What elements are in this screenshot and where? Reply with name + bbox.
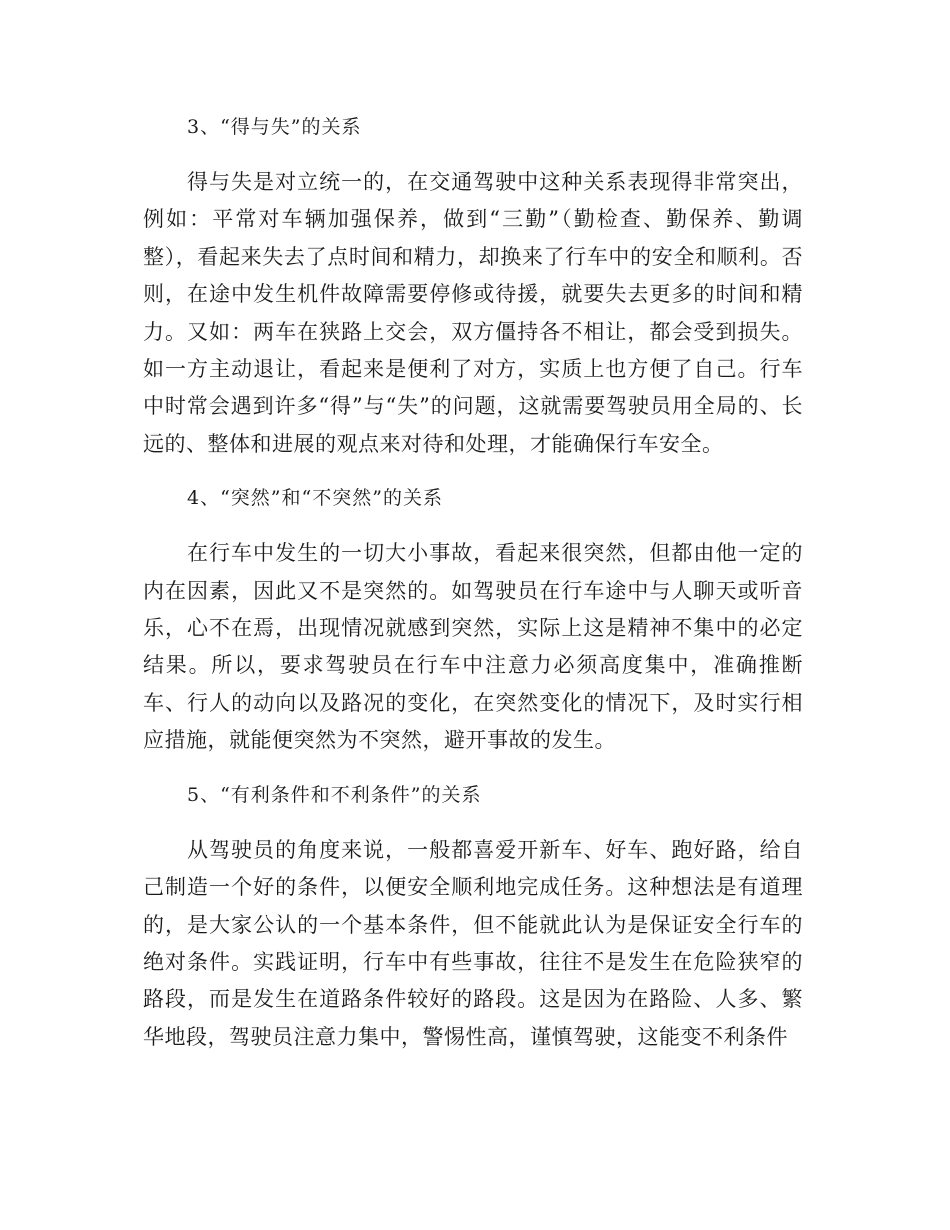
section-paragraph-5: 从驾驶员的角度来说，一般都喜爱开新车、好车、跑好路，给自己制造一个好的条件，以便安全顺利地完成任务。这种想法是有道理的，是大家公认的一个基本条件，但不能就此认为是保证安全行车的绝对条件。实践证明，行车中有些事故，往往不是发生在危险狭窄的路段，而是发生在道路条件较好的路段。这是因为在路险、人多、繁华地段，驾驶员注意力集中，警惕性高，谨慎驾驶，这能变不利条件 (143, 837, 803, 1049)
section-paragraph-4: 在行车中发生的一切大小事故，看起来很突然，但都由他一定的内在因素，因此又不是突然的。如驾驶员在行车途中与人聊天或听音乐，心不在焉，出现情况就感到突然，实际上这是精神不集中的必定结果。所以，要求驾驶员在行车中注意力必须高度集中，准确推断车、行人的动向以及路况的变化，在突然变化的情况下，及时实行相应措施，就能便突然为不突然，避开事故的发生。 (143, 541, 803, 753)
document-page (143, 100, 803, 1056)
section-heading-4: 4、“突然”和“不突然”的关系 (187, 487, 443, 510)
section-heading-5: 5、“有利条件和不利条件”的关系 (187, 783, 482, 806)
section-heading-3: 3、“得与失”的关系 (187, 116, 362, 138)
section-paragraph-3: 得与失是对立统一的，在交通驾驶中这种关系表现得非常突出，例如：平常对车辆加强保养，做到“三勤”（勤检查、勤保养、勤调整），看起来失去了点时间和精力，却换来了行车中的安全和顺利。否则，在途中发生机件故障需要停修或待援，就要失去更多的时间和精力。又如：两车在狭路上交会，双方僵持各不相让，都会受到损失。如一方主动退让，看起来是便利了对方，实质上也方便了自己。行车中时常会遇到许多“得”与“失”的问题，这就需要驾驶员用全局的、长远的、整体和进展的观点来对待和处理，才能确保行车安全。 (143, 170, 803, 456)
